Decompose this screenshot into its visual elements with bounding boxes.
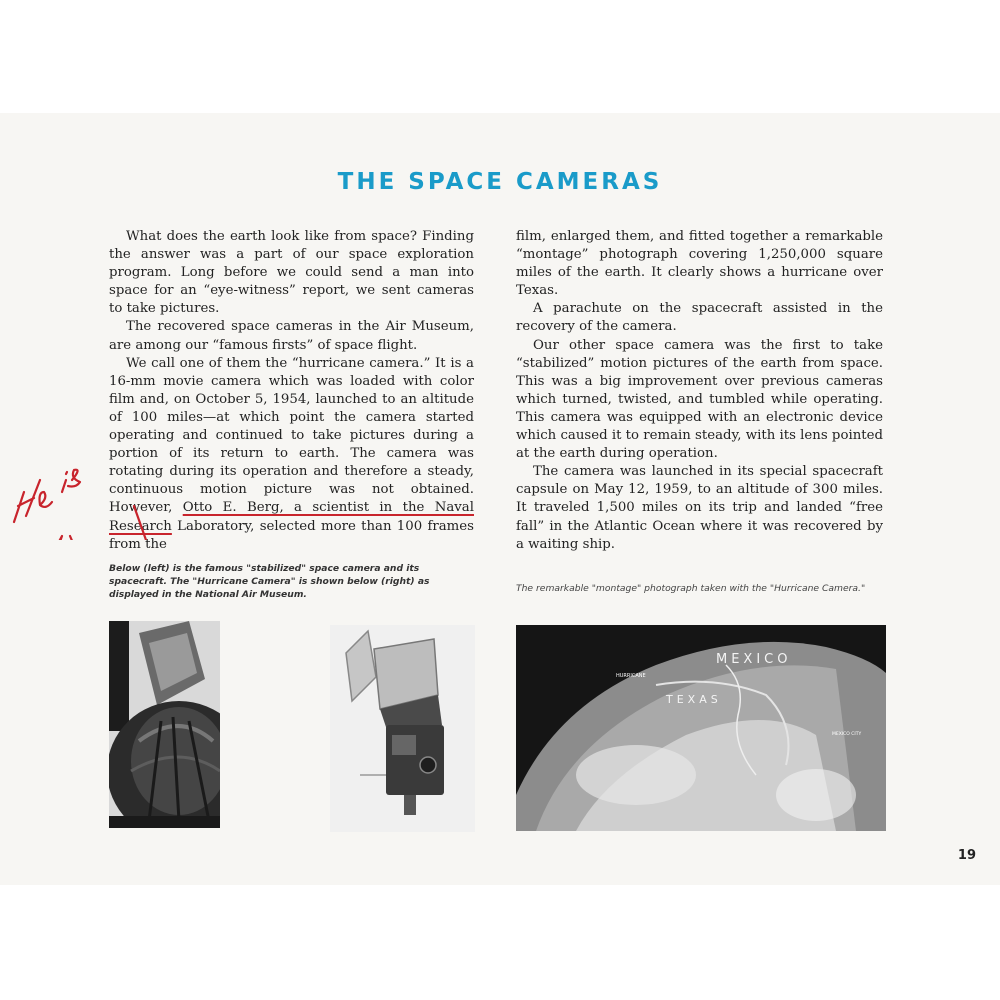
page-title: THE SPACE CAMERAS — [337, 169, 663, 195]
paragraph — [109, 355, 474, 554]
map-label-hurricane: HURRICANE — [616, 673, 646, 679]
right-column — [516, 228, 883, 554]
montage-earth-photo — [516, 625, 886, 831]
map-label-mexico-city: MEXICO CITY — [832, 732, 862, 737]
hurricane-camera-photo — [330, 625, 475, 832]
paragraph: Our other space camera was the first to take “stabilized” motion pictures of the earth from space. This was a big improvement over previous cameras which turned, twisted, and tumbled while operating. This camera was equipped with an electronic device which caused it to remain steady, with its lens pointed at the earth during operation. — [516, 337, 883, 462]
paragraph: The recovered space cameras in the Air Museum, are among our “famous firsts” of space flight. — [109, 319, 474, 353]
handwritten-annotation — [0, 330, 150, 540]
left-column — [109, 228, 474, 554]
earth-montage-image — [516, 625, 886, 831]
caption-left: Below (left) is the famous "stabilized" space camera and its spacecraft. The "Hurricane Camera" is shown below (right) as displayed in the National Air Museum. — [109, 563, 430, 600]
book-page — [0, 113, 1000, 885]
page-number: 19 — [957, 848, 976, 863]
paragraph: film, enlarged them, and fitted together a remarkable “montage” photograph covering 1,250,000 square miles of the earth. It clearly shows a hurricane over Texas. — [516, 229, 883, 299]
map-label-mexico: MEXICO — [716, 652, 792, 667]
camera-image — [330, 625, 475, 832]
underlined-name: Otto E. Berg, a scientist in the Naval Research — [109, 500, 474, 534]
paragraph-text: We call one of them the “hurricane camera.” It is a 16-mm movie camera which was loaded with color film and, on October 5, 1954, launched to an altitude of 100 miles—at which point the camera started operating and continued to take pictures during a portion of its return to earth. The camera was rotating during its operation and therefore a steady, continuous motion picture was not obtained. However, — [109, 355, 474, 516]
paragraph-text: Laboratory, selected more than 100 frames from the — [109, 518, 474, 552]
paragraph: A parachute on the spacecraft assisted in the recovery of the camera. — [516, 301, 883, 335]
caption-right: The remarkable "montage" photograph taken with the "Hurricane Camera." — [516, 583, 866, 594]
paragraph: The camera was launched in its special spacecraft capsule on May 12, 1959, to an altitude of 300 miles. It traveled 1,500 miles on its trip and landed “free fall” in the Atlantic Ocean where it was recovered by a waiting ship. — [516, 464, 883, 552]
paragraph: What does the earth look like from space? Finding the answer was a part of our space exploration program. Long before we could send a man into space for an “eye-witness” report, we sent cameras to take pictures. — [109, 229, 474, 317]
capsule-image — [109, 621, 220, 828]
map-label-texas: TEXAS — [666, 693, 722, 706]
stabilized-camera-photo — [109, 621, 220, 828]
